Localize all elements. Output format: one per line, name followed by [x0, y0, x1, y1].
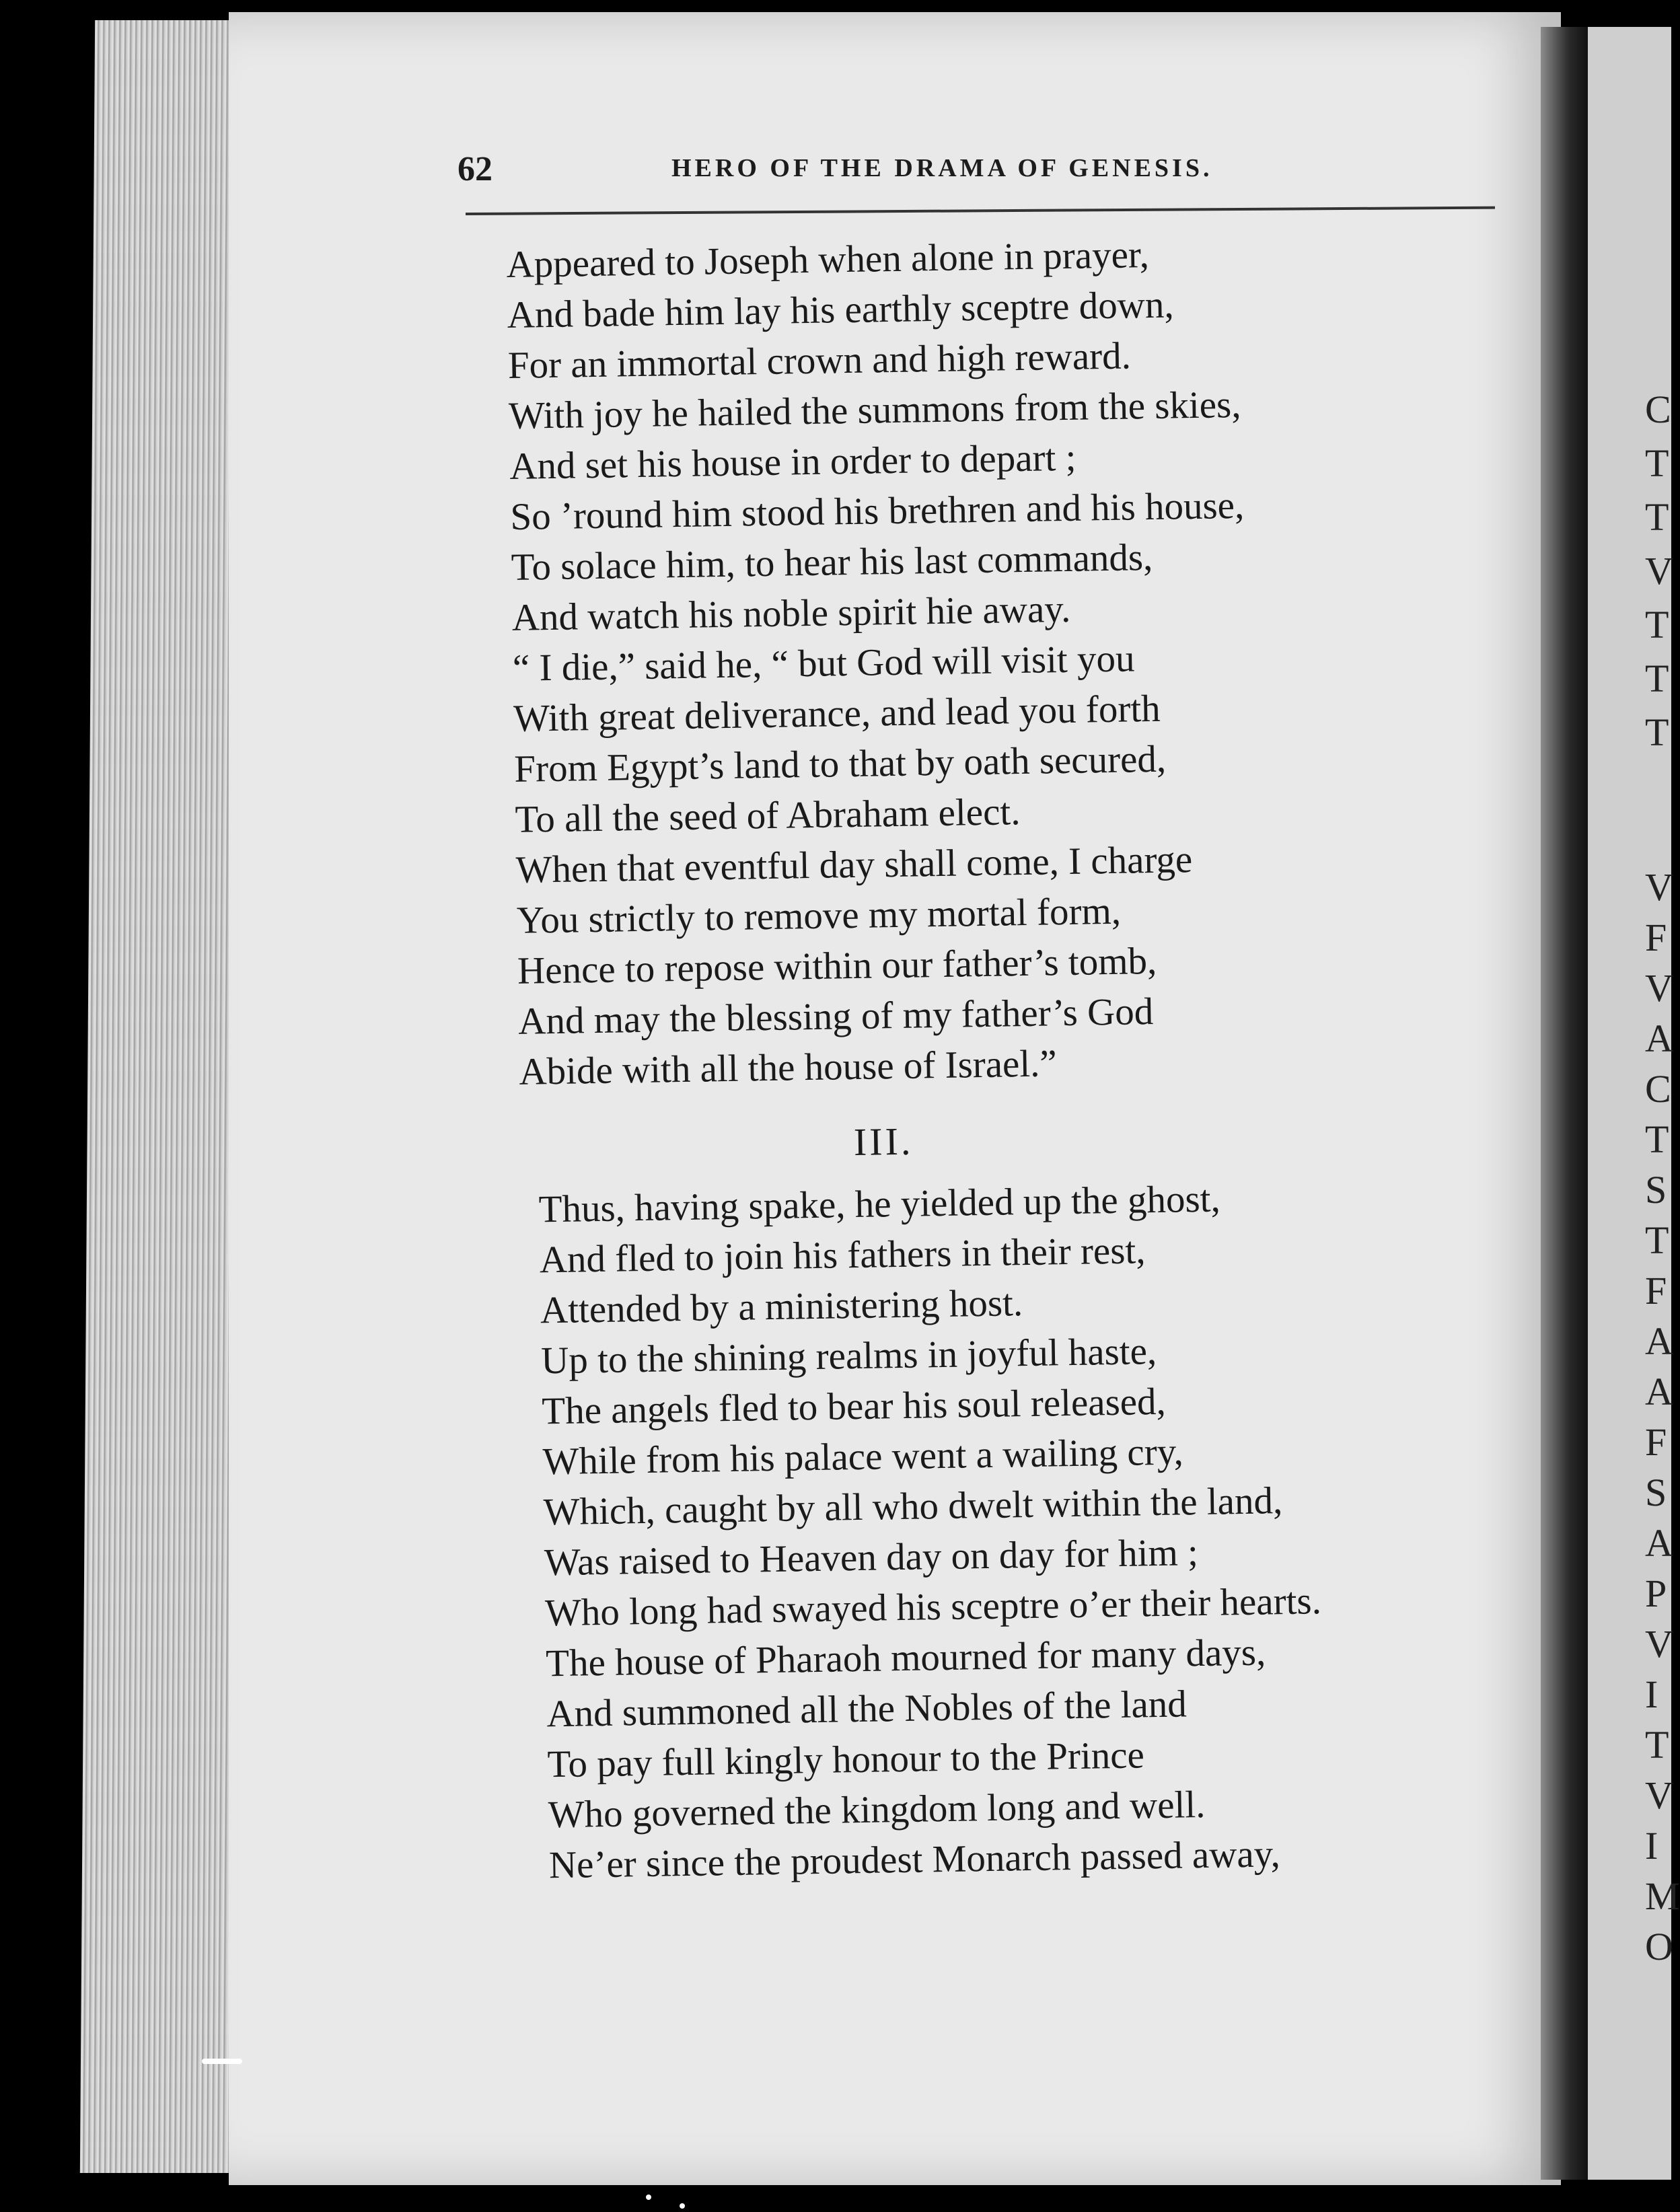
facing-page-letter: T — [1645, 1117, 1669, 1161]
facing-page-letter: F — [1645, 916, 1667, 959]
facing-page-letter: C — [1645, 1067, 1671, 1111]
verse-line: While from his palace went a wailing cry, — [542, 1430, 1184, 1483]
verse-line: With joy he hailed the summons from the skies, — [508, 383, 1241, 437]
facing-page-letter: V — [1645, 1773, 1673, 1817]
facing-page-letter: T — [1645, 495, 1669, 539]
verse-line: To all the seed of Abraham elect. — [515, 790, 1021, 841]
verse-line: Which, caught by all who dwelt within the land, — [543, 1479, 1283, 1534]
verse-line: Hence to repose within our father’s tomb, — [517, 939, 1157, 992]
verse-line: Abide with all the house of Israel.” — [518, 1042, 1058, 1093]
facing-page-letter: T — [1645, 1723, 1669, 1767]
facing-page-letter: O — [1645, 1925, 1673, 1968]
facing-page-letter: M — [1645, 1874, 1680, 1918]
facing-page-letter: T — [1645, 1218, 1669, 1262]
stanza-1 — [506, 223, 1529, 1097]
facing-page-letter: A — [1645, 1521, 1673, 1565]
facing-page-letter: S — [1645, 1168, 1667, 1212]
page-header — [458, 149, 1494, 190]
facing-page-letter: V — [1645, 1622, 1673, 1666]
scan-speck — [680, 2203, 685, 2209]
verse-line: Thus, having spake, he yielded up the ghost, — [538, 1177, 1221, 1231]
facing-page-letter: S — [1645, 1471, 1667, 1514]
verse-line: Was raised to Heaven day on day for him ; — [544, 1531, 1199, 1584]
verse-line: So ’round him stood his brethren and his house, — [509, 484, 1245, 538]
facing-page-letter: V — [1645, 966, 1673, 1010]
facing-page-letter: T — [1645, 603, 1669, 647]
facing-page-letter: T — [1645, 657, 1669, 700]
verse-line: For an immortal crown and high reward. — [507, 334, 1132, 387]
facing-page-letter: A — [1645, 1319, 1673, 1363]
facing-page-letter: T — [1645, 441, 1669, 485]
facing-page-letter: I — [1645, 1824, 1658, 1868]
facing-page-letter: C — [1645, 388, 1671, 431]
facing-page-letter: A — [1645, 1370, 1673, 1413]
section-heading: III. — [853, 1119, 914, 1165]
verse-line: And fled to join his fathers in their rest, — [539, 1229, 1146, 1282]
verse-line: With great deliverance, and lead you forth — [513, 687, 1161, 740]
verse-line: Attended by a ministering host. — [540, 1282, 1023, 1332]
verse-line: And set his house in order to depart ; — [509, 436, 1076, 488]
verse-line: From Egypt’s land to that by oath secured, — [513, 737, 1167, 790]
verse-line: Who long had swayed his sceptre o’er their hearts. — [544, 1580, 1322, 1635]
verse-line: To solace him, to hear his last commands, — [511, 536, 1153, 589]
facing-page-letter: F — [1645, 1420, 1667, 1464]
verse-line: And summoned all the Nobles of the land — [546, 1683, 1188, 1736]
book-gutter — [1541, 27, 1588, 2180]
scan-speck — [202, 2059, 242, 2064]
verse-line: And watch his noble spirit hie away. — [511, 587, 1071, 639]
poem-body — [506, 223, 1541, 1890]
running-head: HERO OF THE DRAMA OF GENESIS. — [671, 154, 1213, 182]
verse-line: Appeared to Joseph when alone in prayer, — [506, 233, 1150, 286]
facing-page-letter: P — [1645, 1572, 1667, 1615]
stanza-2 — [521, 1169, 1541, 1890]
verse-line: The house of Pharaoh mourned for many days, — [545, 1631, 1266, 1685]
verse-line: And may the blessing of my father’s God — [517, 990, 1154, 1043]
verse-line: “ I die,” said he, “ but God will visit you — [512, 637, 1135, 690]
verse-line: Ne’er since the proudest Monarch passed away, — [548, 1833, 1281, 1887]
verse-line: When that eventful day shall come, I charge — [515, 838, 1193, 891]
scan-speck — [646, 2195, 651, 2200]
page-number: 62 — [458, 150, 492, 188]
facing-page-letter: I — [1645, 1672, 1658, 1716]
verse-line: Up to the shining realms in joyful haste, — [540, 1330, 1157, 1382]
facing-page-letter: V — [1645, 549, 1673, 593]
verse-line: Who governed the kingdom long and well. — [548, 1783, 1206, 1837]
facing-page-letter: A — [1645, 1017, 1673, 1060]
verse-line: To pay full kingly honour to the Prince — [547, 1734, 1145, 1786]
facing-page-letter: F — [1645, 1269, 1667, 1313]
facing-page-letter: T — [1645, 710, 1669, 754]
verse-line: You strictly to remove my mortal form, — [516, 889, 1122, 942]
verse-line: And bade him lay his earthly sceptre down, — [507, 283, 1175, 336]
facing-page-letter: V — [1645, 865, 1673, 909]
verse-line: The angels fled to bear his soul released, — [541, 1380, 1167, 1433]
